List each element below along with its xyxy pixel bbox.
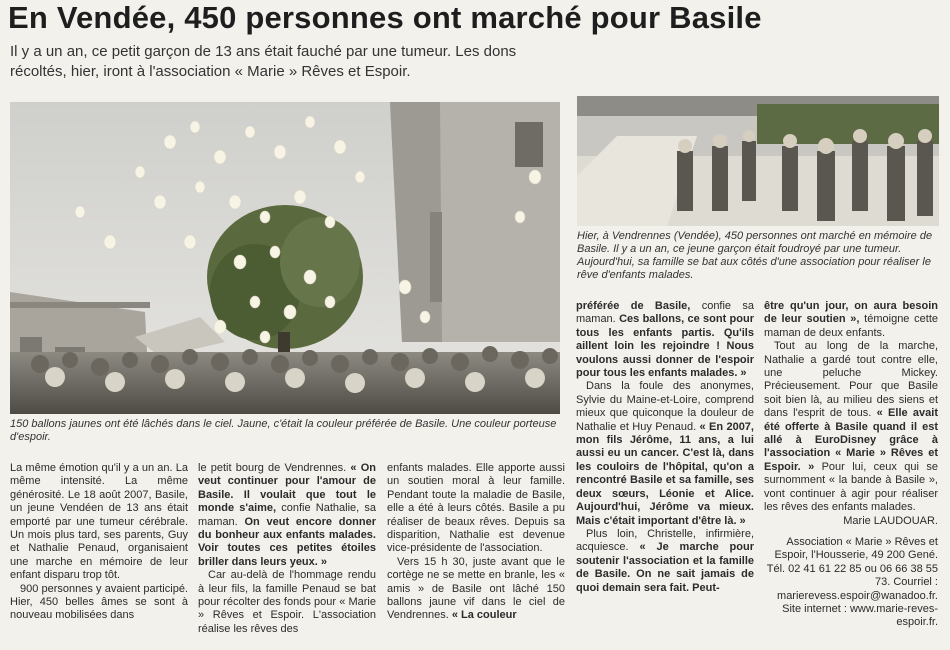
col2-quote-2: On veut encore donner du bonheur aux enfants malades. Voir toutes ces petites étoiles briller dans leurs yeux. » — [198, 515, 376, 568]
col1-paragraph-2: 900 personnes y avaient participé. Hier, 450 belles âmes se sont à nouveau mobilisées dans — [10, 582, 188, 622]
col5-text-3: Pour lui, ceux qui se surnomment « la bande à Basile », vont continuer à agir pour réaliser les rêves des enfants malades. — [764, 460, 938, 514]
photo-balloon-release — [10, 102, 560, 414]
col4-text-2: Dans la foule des anonymes, Sylvie du Maine-et-Loire, comprend mieux que quiconque la douleur de Nathalie et Huy Penaud. — [576, 380, 754, 433]
col4-paragraph-2 — [576, 380, 754, 527]
col2-paragraph-2: Car au-delà de l'hommage rendu à leur fils, la famille Penaud se bat pour récolter des fonds pour « Marie » Rêves et Espoir. L'association réalise les rêves des — [198, 569, 376, 635]
article-column-5 — [764, 300, 938, 630]
col4-paragraph-3 — [576, 528, 754, 595]
col4-quote: préférée de Basile, — [576, 300, 691, 312]
memorial-walk-image — [577, 96, 939, 226]
article-column-1 — [10, 462, 188, 623]
col4-text-3: Plus loin, Christelle, infirmière, acquiesce. — [576, 527, 754, 554]
headline: En Vendée, 450 personnes ont marché pour Basile — [8, 0, 762, 35]
balloon-release-image — [10, 102, 560, 414]
photo-memorial-walk — [577, 96, 939, 226]
col2-text-2: confie Nathalie, sa maman. — [198, 502, 376, 528]
standfirst: Il y a un an, ce petit garçon de 13 ans était fauché par une tumeur. Les dons récoltés, hier, iront à l'association « Marie » Rêves et Espoir. — [10, 43, 517, 80]
col4-quote-3: « En 2007, mon fils Jérôme, 11 ans, a lui aussi eu un cancer. C'est là, dans les couloirs de l'hôpital, qu'on a rencontré Basile et sa famille, ses deux sœurs, Léonie et Alice. Aujourd'hui, Jérôme va mieux. Mais c'était important d'être là. » — [576, 420, 754, 527]
col5-text: témoigne cette maman de deux enfants. — [764, 313, 938, 339]
photo-walk-caption: Hier, à Vendrennes (Vendée), 450 personnes ont marché en mémoire de Basile. Il y a un an, ce jeune garçon était foudroyé par une tumeur. Aujourd'hui, sa famille se bat aux côtés d'une association pour réaliser le rêve d'enfants malades. — [577, 230, 933, 281]
article-column-4 — [576, 300, 754, 595]
col3-quote: « La couleur — [451, 609, 517, 622]
col1-paragraph-1: La même émotion qu'il y a un an. La même intensité. La même générosité. Le 18 août 2007, Basile, un jeune Vendéen de 13 ans était emporté par une tumeur cérébrale. Un mois plus tard, ses parents, Guy et Nathalie Penaud, organisaient une marche en mémoire de leur enfant disparu trop tôt. — [10, 462, 188, 582]
col5-text-2: Tout au long de la marche, Nathalie a gardé tout contre elle, une peluche Mickey. Précieusement. Pour que Basile soit bien là, au milieu des siens et dans l'esprit de tous. — [764, 340, 938, 420]
col3-paragraph-2 — [387, 556, 565, 623]
col2-text: le petit bourg de Vendrennes. — [198, 462, 351, 474]
photo-main-caption: 150 ballons jaunes ont été lâchés dans le ciel. Jaune, c'était la couleur préférée de Basile. Une couleur porteuse d'espoir. — [10, 418, 557, 443]
article-column-2 — [198, 462, 376, 636]
col5-quote: être qu'un jour, on aura besoin de leur soutien », — [764, 300, 938, 326]
col4-quote-2: Ces ballons, ce sont pour tous les enfants partis. Qu'ils aillent loin les rejoindre ! Nous voulons aussi donner de l'espoir pour tous les enfants malades. » — [576, 313, 754, 380]
col5-quote-2: « Elle avait été offerte à Basile quand il est allé à EuroDisney grâce à l'association « Marie » Rêves et Espoir. » — [764, 407, 938, 473]
col2-quote: « On veut continuer pour l'amour de Basile. Il voulait que tout le monde s'aime, — [198, 462, 376, 515]
col4-text: confie sa maman. — [576, 300, 754, 326]
author-signature: Marie LAUDOUAR. — [843, 514, 938, 527]
col3-text: Vers 15 h 30, juste avant que le cortège ne se mette en branle, les « amis » de Basile ont lâché 150 ballons jaune vif dans le ciel de Vendrennes. — [387, 555, 565, 622]
col2-paragraph-1 — [198, 462, 376, 569]
col4-quote-4: « Je marche pour soutenir l'association et la famille de Basile. On ne sait jamais de quoi demain sera fait. Peut- — [576, 541, 754, 594]
col3-paragraph-1: enfants malades. Elle apporte aussi un soutien moral à leur famille. Pendant toute la maladie de Basile, elle a été à leurs côtés. Basile a pu réaliser de beaux rêves. Depuis sa disparition, Nathalie est devenue vice-présidente de l'association. — [387, 462, 565, 555]
article-column-3 — [387, 462, 565, 623]
col4-paragraph-1 — [576, 300, 754, 380]
col5-paragraph-2 — [764, 340, 938, 514]
association-contact: Association « Marie » Rêves et Espoir, l'Housserie, 49 200 Gené. Tél. 02 41 61 22 85 ou 06 66 38 55 73. Courriel : marierevess.espoir@wanadoo.fr. Site internet : www.marie-reves-espoir.fr. — [766, 535, 938, 629]
col5-paragraph-1 — [764, 300, 938, 340]
